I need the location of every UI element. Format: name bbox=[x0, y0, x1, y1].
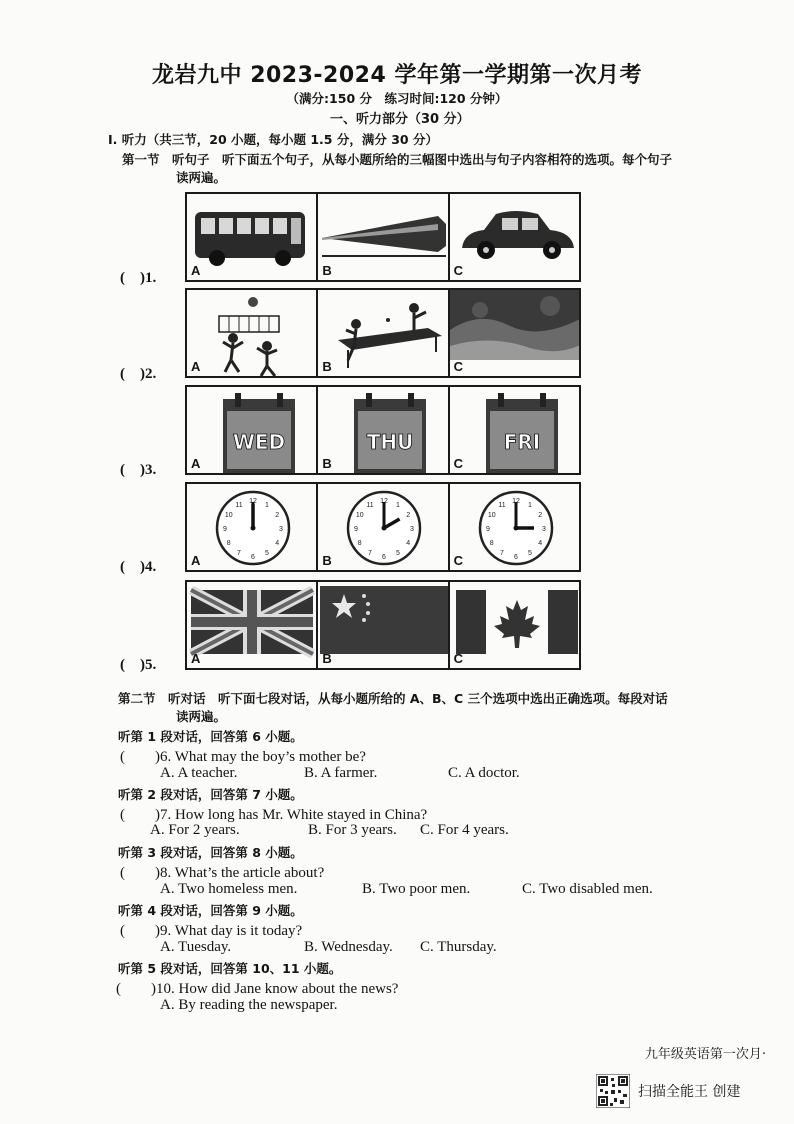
clock-numeral: 2 bbox=[537, 512, 542, 519]
option-9c[interactable]: C. Thursday. bbox=[420, 939, 497, 955]
clock-numeral: 3 bbox=[279, 526, 283, 533]
option-label-b: B bbox=[322, 359, 332, 374]
clock-icon bbox=[318, 484, 449, 570]
exam-title: 龙岩九中 2023-2024 学年第一学期第一次月考 bbox=[152, 63, 642, 88]
part-heading: 一、听力部分（30 分） bbox=[330, 112, 470, 127]
clock-numeral: 7 bbox=[237, 550, 241, 558]
option-9b[interactable]: B. Wednesday. bbox=[304, 939, 393, 955]
option-label-c: C bbox=[453, 359, 464, 374]
option-7c[interactable]: C. For 4 years. bbox=[420, 822, 509, 838]
clock-numeral: 1 bbox=[265, 501, 269, 509]
section1-instruction-line2: 读两遍。 bbox=[176, 170, 227, 185]
question-label-2: ( )2. bbox=[120, 366, 157, 382]
option-cell-3a[interactable] bbox=[187, 387, 318, 473]
option-8c[interactable]: C. Two disabled men. bbox=[522, 881, 653, 897]
option-cell-2b[interactable] bbox=[318, 290, 449, 376]
picture-row-3 bbox=[185, 385, 581, 475]
clock-numeral: 7 bbox=[499, 550, 504, 558]
option-cell-4a[interactable] bbox=[187, 484, 318, 570]
option-label-b: B bbox=[322, 651, 332, 666]
option-label-a: A bbox=[191, 263, 201, 278]
dialogue-head-2: 听第 2 段对话，回答第 7 小题。 bbox=[118, 787, 303, 802]
option-cell-1b[interactable] bbox=[318, 194, 449, 280]
option-8b[interactable]: B. Two poor men. bbox=[362, 881, 471, 897]
option-10a[interactable]: A. By reading the newspaper. bbox=[160, 997, 338, 1013]
picture-row-1 bbox=[185, 192, 581, 282]
calendar-day-text: FRI bbox=[503, 430, 540, 454]
question-6: ( )6. What may the boy’s mother be? bbox=[120, 749, 366, 765]
option-7a[interactable]: A. For 2 years. bbox=[150, 822, 240, 838]
option-label-c: C bbox=[453, 651, 464, 666]
option-label-a: A bbox=[191, 456, 201, 471]
clock-center bbox=[382, 526, 387, 531]
option-cell-3c[interactable] bbox=[450, 387, 579, 473]
china-flag-icon bbox=[318, 582, 449, 668]
clock-numeral: 6 bbox=[513, 554, 518, 561]
clock-numeral: 9 bbox=[485, 526, 490, 533]
option-cell-4b[interactable] bbox=[318, 484, 449, 570]
clock-center bbox=[513, 526, 518, 531]
option-label-a: A bbox=[191, 651, 201, 666]
clock-numeral: 10 bbox=[487, 512, 496, 519]
clock-numeral: 8 bbox=[358, 540, 363, 547]
car-icon bbox=[450, 194, 579, 280]
clock-center bbox=[251, 526, 256, 531]
question-9: ( )9. What day is it today? bbox=[120, 923, 303, 939]
clock-numeral: 2 bbox=[406, 512, 411, 519]
option-label-b: B bbox=[322, 456, 332, 471]
option-6b[interactable]: B. A farmer. bbox=[304, 765, 378, 781]
clock-numeral: 4 bbox=[275, 540, 280, 547]
picture-row-4 bbox=[185, 482, 581, 572]
option-cell-1c[interactable] bbox=[450, 194, 579, 280]
option-8a[interactable]: A. Two homeless men. bbox=[160, 881, 298, 897]
option-9a[interactable]: A. Tuesday. bbox=[160, 939, 232, 955]
option-label-c: C bbox=[453, 553, 464, 568]
clock-numeral: 11 bbox=[366, 501, 374, 509]
option-6a[interactable]: A. A teacher. bbox=[160, 765, 238, 781]
bus-icon bbox=[187, 194, 318, 280]
option-cell-2a[interactable] bbox=[187, 290, 318, 376]
clock-numeral: 6 bbox=[251, 554, 255, 561]
option-label-c: C bbox=[453, 456, 464, 471]
question-7: ( )7. How long has Mr. White stayed in China? bbox=[120, 807, 428, 823]
clock-numeral: 4 bbox=[537, 540, 542, 547]
calendar-icon bbox=[318, 387, 449, 473]
canada-flag-icon bbox=[450, 582, 579, 668]
dialogue-head-4: 听第 4 段对话，回答第 9 小题。 bbox=[118, 903, 303, 918]
question-label-3: ( )3. bbox=[120, 462, 157, 478]
exam-subtitle: （满分:150 分 练习时间:120 分钟） bbox=[286, 91, 508, 106]
option-label-b: B bbox=[322, 263, 332, 278]
clock-icon bbox=[187, 484, 318, 570]
option-cell-4c[interactable] bbox=[450, 484, 579, 570]
clock-numeral: 5 bbox=[265, 550, 269, 558]
clock-numeral: 3 bbox=[541, 526, 546, 533]
option-label-b: B bbox=[322, 553, 332, 568]
clock-numeral: 11 bbox=[235, 501, 243, 509]
clock-numeral: 5 bbox=[396, 550, 401, 558]
question-label-5: ( )5. bbox=[120, 657, 157, 673]
clock-numeral: 8 bbox=[489, 540, 494, 547]
question-label-1: ( )1. bbox=[120, 270, 157, 286]
landscape-icon bbox=[450, 290, 579, 376]
option-label-a: A bbox=[191, 359, 201, 374]
option-label-a: A bbox=[191, 553, 201, 568]
question-label-4: ( )4. bbox=[120, 559, 157, 575]
scanner-text: 扫描全能王 创建 bbox=[638, 1084, 741, 1100]
calendar-day-text: THU bbox=[367, 430, 414, 454]
picture-row-5 bbox=[185, 580, 581, 670]
option-label-c: C bbox=[453, 263, 464, 278]
calendar-day-text: WED bbox=[232, 430, 286, 454]
clock-numeral: 1 bbox=[396, 501, 401, 509]
clock-numeral: 9 bbox=[354, 526, 359, 533]
calendar-icon bbox=[187, 387, 318, 473]
qr-code-icon bbox=[596, 1074, 630, 1108]
clock-numeral: 12 bbox=[380, 498, 389, 505]
clock-numeral: 6 bbox=[382, 554, 387, 561]
option-cell-3b[interactable] bbox=[318, 387, 449, 473]
question-10: ( )10. How did Jane know about the news? bbox=[116, 981, 399, 997]
question-8: ( )8. What’s the article about? bbox=[120, 865, 325, 881]
section1-instruction-line1: 第一节 听句子 听下面五个句子，从每小题所给的三幅图中选出与句子内容相符的选项。每个句子 bbox=[122, 152, 673, 167]
page-footer-label: 九年级英语第一次月· bbox=[644, 1047, 766, 1062]
section2-instruction-line1: 第二节 听对话 听下面七段对话，从每小题所给的 A、B、C 三个选项中选出正确选项。每段对话 bbox=[118, 691, 668, 706]
clock-icon bbox=[450, 484, 579, 570]
clock-numeral: 1 bbox=[527, 501, 532, 509]
section1-heading: I. 听力（共三节，20 小题，每小题 1.5 分，满分 30 分） bbox=[108, 132, 438, 147]
option-cell-5a[interactable] bbox=[187, 582, 318, 668]
clock-numeral: 9 bbox=[223, 526, 227, 533]
option-cell-2c[interactable] bbox=[450, 290, 579, 376]
clock-numeral: 11 bbox=[498, 501, 506, 509]
volleyball-icon bbox=[187, 290, 318, 376]
option-7b[interactable]: B. For 3 years. bbox=[308, 822, 397, 838]
clock-numeral: 2 bbox=[275, 512, 280, 519]
dialogue-head-3: 听第 3 段对话，回答第 8 小题。 bbox=[118, 845, 303, 860]
clock-numeral: 4 bbox=[406, 540, 411, 547]
clock-numeral: 8 bbox=[226, 540, 231, 547]
picture-row-2 bbox=[185, 288, 581, 378]
clock-numeral: 12 bbox=[249, 498, 257, 505]
clock-numeral: 10 bbox=[224, 512, 233, 519]
dialogue-head-5: 听第 5 段对话，回答第 10、11 小题。 bbox=[118, 961, 342, 976]
option-cell-5b[interactable] bbox=[318, 582, 449, 668]
clock-numeral: 5 bbox=[527, 550, 532, 558]
scanner-watermark bbox=[596, 1074, 740, 1108]
clock-numeral: 12 bbox=[511, 498, 520, 505]
option-cell-1a[interactable] bbox=[187, 194, 318, 280]
dialogue-head-1: 听第 1 段对话，回答第 6 小题。 bbox=[118, 729, 303, 744]
uk-flag-icon bbox=[187, 582, 318, 668]
clock-numeral: 7 bbox=[368, 550, 373, 558]
ping-pong-icon bbox=[318, 290, 449, 376]
option-cell-5c[interactable] bbox=[450, 582, 579, 668]
section2-instruction-line2: 读两遍。 bbox=[176, 709, 227, 724]
calendar-icon bbox=[450, 387, 579, 473]
train-icon bbox=[318, 194, 449, 280]
option-6c[interactable]: C. A doctor. bbox=[448, 765, 520, 781]
clock-numeral: 10 bbox=[356, 512, 364, 519]
clock-numeral: 3 bbox=[410, 526, 415, 533]
